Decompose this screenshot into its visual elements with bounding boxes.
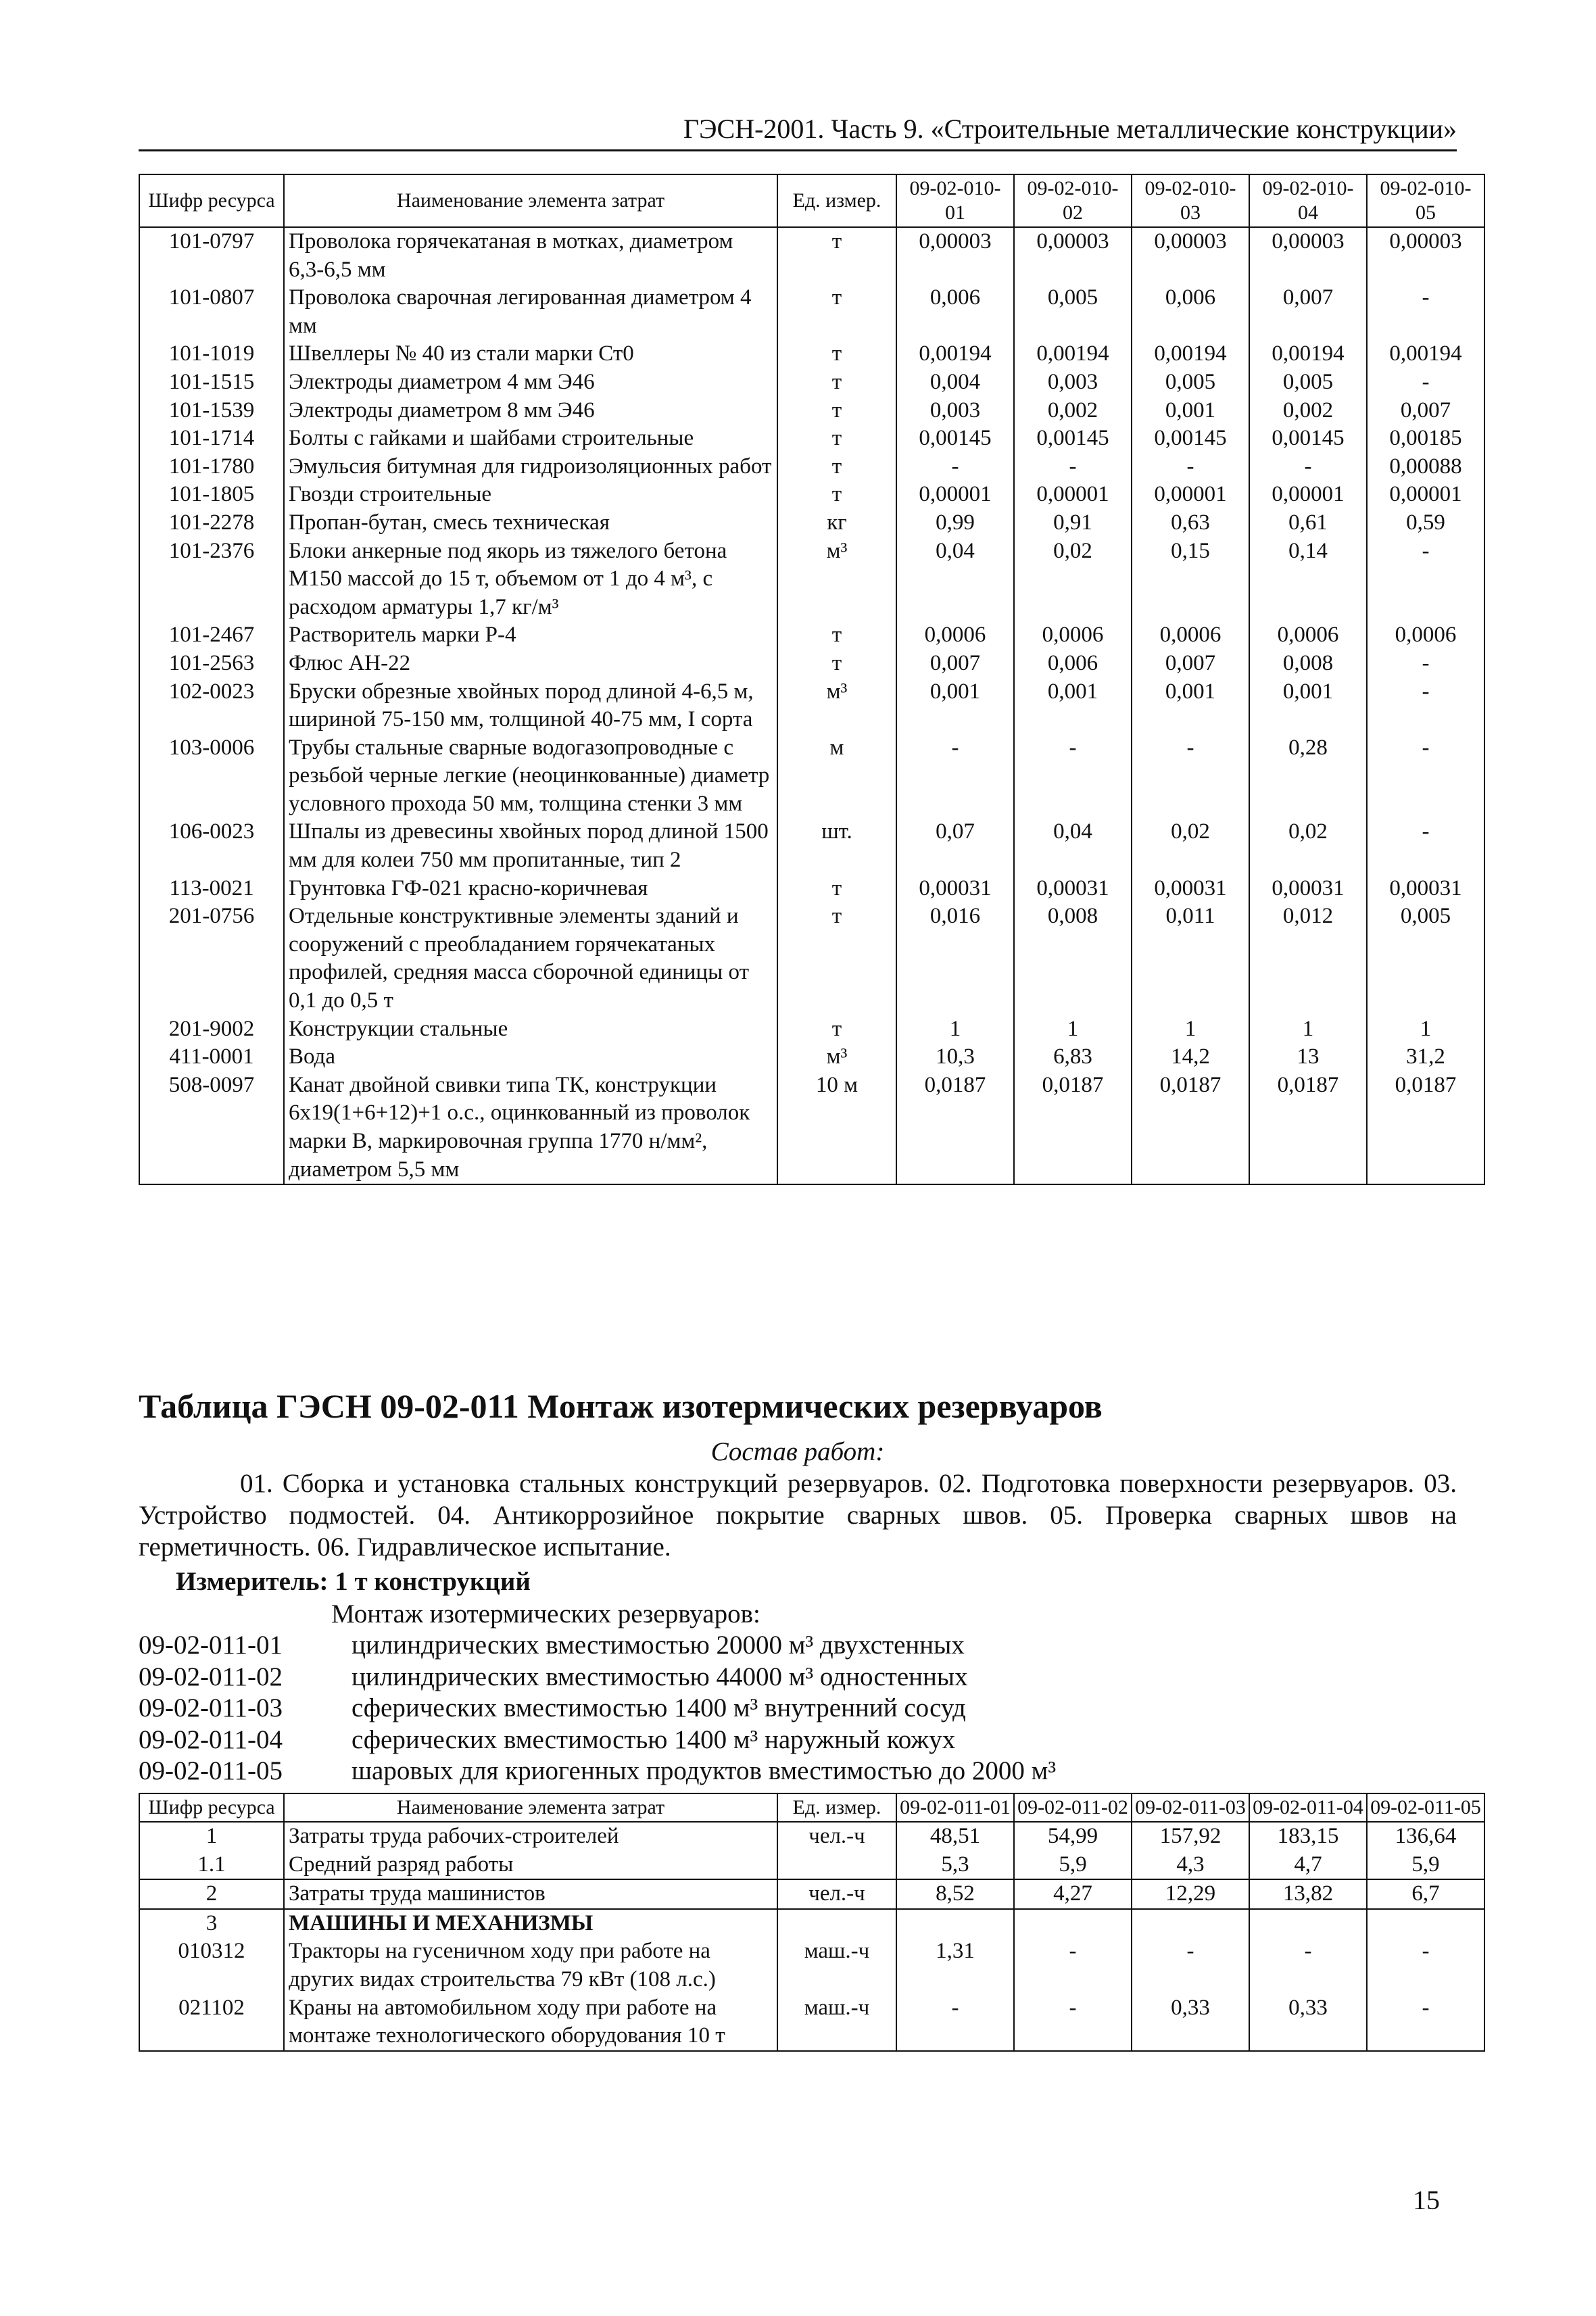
resource-code: 101-1539 — [139, 397, 284, 425]
resource-value: 0,00031 — [896, 875, 1014, 903]
resource-code: 021102 — [139, 1994, 284, 2051]
table-row — [139, 678, 1484, 734]
variant-code: 09-02-011-03 — [139, 1693, 283, 1722]
resource-name: Пропан-бутан, смесь техническая — [284, 509, 777, 537]
resource-value — [1367, 1909, 1484, 1938]
resource-code: 411-0001 — [139, 1043, 284, 1071]
resource-name: Тракторы на гусеничном ходу при работе на других видах строительства 79 кВт (108 л.с.) — [284, 1937, 777, 1994]
resource-value: 13 — [1249, 1043, 1367, 1071]
resource-value: 12,29 — [1132, 1879, 1249, 1909]
resource-code: 102-0023 — [139, 678, 284, 734]
resource-value: 0,14 — [1249, 537, 1367, 622]
resource-code: 101-1019 — [139, 340, 284, 368]
resource-value: 0,016 — [896, 902, 1014, 1015]
header-rule — [139, 149, 1457, 151]
resource-code: 508-0097 — [139, 1071, 284, 1184]
resource-unit — [777, 1909, 896, 1938]
resource-value: - — [1014, 734, 1132, 819]
table-row — [139, 481, 1484, 509]
resource-value: 0,001 — [1249, 678, 1367, 734]
variant-code: 09-02-011-04 — [139, 1724, 283, 1754]
resource-value: 0,0187 — [1132, 1071, 1249, 1184]
resource-value: 0,0006 — [1132, 621, 1249, 650]
resource-name: Проволока горячекатаная в мотках, диаметром 6,3-6,5 мм — [284, 227, 777, 284]
variant-row — [139, 1693, 1056, 1724]
resource-value: 1 — [1249, 1015, 1367, 1044]
resource-value: 0,007 — [896, 650, 1014, 678]
resource-value: - — [1367, 368, 1484, 397]
resource-name: Отдельные конструктивные элементы зданий и сооружений с преобладанием горячекатаных профилей, средняя масса сборочной единицы от 0,1 до 0,5 т — [284, 902, 777, 1015]
resource-unit: шт. — [777, 818, 896, 874]
resource-value: - — [1367, 818, 1484, 874]
resource-value — [1014, 1909, 1132, 1938]
variant-row — [139, 1630, 1056, 1662]
resource-value: 0,0006 — [1014, 621, 1132, 650]
resource-value: 0,00003 — [1249, 227, 1367, 284]
resource-value: 0,91 — [1014, 509, 1132, 537]
resource-value: 8,52 — [896, 1879, 1014, 1909]
resource-value: 0,001 — [1132, 397, 1249, 425]
resource-value: - — [1367, 1937, 1484, 1994]
measure-unit: Измеритель: 1 т конструкций — [176, 1567, 531, 1596]
resource-value: - — [1249, 453, 1367, 481]
resource-value: - — [1367, 537, 1484, 622]
table-header-row — [139, 174, 1484, 227]
resource-unit: м — [777, 734, 896, 819]
resource-value: 0,008 — [1014, 902, 1132, 1015]
variant-text: сферических вместимостью 1400 м³ внутренний сосуд — [352, 1693, 966, 1722]
resource-unit: м³ — [777, 1043, 896, 1071]
resource-value: - — [1014, 1937, 1132, 1994]
resource-value: 0,04 — [1014, 818, 1132, 874]
resource-value: 6,83 — [1014, 1043, 1132, 1071]
variant-row — [139, 1756, 1056, 1787]
resource-unit: т — [777, 621, 896, 650]
variant-text: цилиндрических вместимостью 44000 м³ одностенных — [352, 1662, 968, 1691]
resource-value: 0,00031 — [1132, 875, 1249, 903]
variants-heading: Монтаж изотермических резервуаров: — [331, 1599, 760, 1629]
resource-code: 101-0807 — [139, 284, 284, 340]
resource-value: 1 — [1367, 1015, 1484, 1044]
resource-value: 54,99 — [1014, 1822, 1132, 1851]
resource-unit: т — [777, 340, 896, 368]
column-header-variant: 09-02-011-04 — [1249, 1793, 1367, 1822]
resource-value: 0,15 — [1132, 537, 1249, 622]
table-row — [139, 818, 1484, 874]
column-header-variant: 09-02-011-03 — [1132, 1793, 1249, 1822]
resource-name: Блоки анкерные под якорь из тяжелого бетона М150 массой до 15 т, объемом от 1 до 4 м³, с расходом арматуры 1,7 кг/м³ — [284, 537, 777, 622]
resource-value: 0,007 — [1367, 397, 1484, 425]
column-header-variant: 09-02-010-02 — [1014, 174, 1132, 227]
resource-code: 2 — [139, 1879, 284, 1909]
resource-name: Растворитель марки Р-4 — [284, 621, 777, 650]
resource-value: 0,011 — [1132, 902, 1249, 1015]
resource-value: 0,00003 — [896, 227, 1014, 284]
resource-value: 0,007 — [1132, 650, 1249, 678]
resource-value: 0,59 — [1367, 509, 1484, 537]
table-row — [139, 1851, 1484, 1880]
table-row — [139, 902, 1484, 1015]
resource-unit: чел.-ч — [777, 1879, 896, 1909]
column-header-variant: 09-02-010-05 — [1367, 174, 1484, 227]
resource-name: Электроды диаметром 4 мм Э46 — [284, 368, 777, 397]
table-body — [139, 227, 1484, 1184]
resource-value: 0,02 — [1132, 818, 1249, 874]
resource-name: Конструкции стальные — [284, 1015, 777, 1044]
resource-value: 0,00003 — [1132, 227, 1249, 284]
table-row — [139, 875, 1484, 903]
column-header-variant: 09-02-011-05 — [1367, 1793, 1484, 1822]
resource-value: - — [1014, 1994, 1132, 2051]
resource-value: 0,005 — [1367, 902, 1484, 1015]
table-row — [139, 1937, 1484, 1994]
resource-value: 0,00031 — [1367, 875, 1484, 903]
resource-value: 0,00194 — [1367, 340, 1484, 368]
resource-table-011 — [139, 1793, 1485, 2052]
resource-value: 13,82 — [1249, 1879, 1367, 1909]
resource-code: 3 — [139, 1909, 284, 1938]
resource-unit: т — [777, 650, 896, 678]
resource-name: Электроды диаметром 8 мм Э46 — [284, 397, 777, 425]
column-header-unit: Ед. измер. — [777, 174, 896, 227]
column-header-name: Наименование элемента затрат — [284, 1793, 777, 1822]
table-row — [139, 284, 1484, 340]
resource-value: 0,04 — [896, 537, 1014, 622]
resource-name: Вода — [284, 1043, 777, 1071]
column-header-unit: Ед. измер. — [777, 1793, 896, 1822]
resource-value: 0,002 — [1249, 397, 1367, 425]
table-row — [139, 621, 1484, 650]
resource-code: 103-0006 — [139, 734, 284, 819]
resource-code: 010312 — [139, 1937, 284, 1994]
resource-value: 0,00194 — [896, 340, 1014, 368]
column-header-variant: 09-02-011-02 — [1014, 1793, 1132, 1822]
resource-unit: 10 м — [777, 1071, 896, 1184]
resource-value: 0,001 — [896, 678, 1014, 734]
resource-value: 0,0187 — [1014, 1071, 1132, 1184]
resource-unit: т — [777, 368, 896, 397]
resource-value: 0,0187 — [1249, 1071, 1367, 1184]
resource-value: 5,9 — [1367, 1851, 1484, 1880]
resource-code: 101-2376 — [139, 537, 284, 622]
resource-value: 0,012 — [1249, 902, 1367, 1015]
work-composition-text: 01. Сборка и установка стальных конструкций резервуаров. 02. Подготовка поверхности резервуаров. 03. Устройство подмостей. 04. Антикоррозийное покрытие сварных швов. 05. Проверка сварных швов на герметичность. 06. Гидравлическое испытание. — [139, 1469, 1457, 1562]
work-composition-title: Состав работ: — [710, 1437, 885, 1466]
resource-unit: т — [777, 481, 896, 509]
table-row — [139, 650, 1484, 678]
resource-unit: т — [777, 227, 896, 284]
resource-name: Краны на автомобильном ходу при работе на монтаже технологического оборудования 10 т — [284, 1994, 777, 2051]
page-number: 15 — [1413, 2185, 1440, 2215]
table-row — [139, 425, 1484, 453]
resource-value: 0,0187 — [896, 1071, 1014, 1184]
resource-value: 0,004 — [896, 368, 1014, 397]
resource-unit: т — [777, 397, 896, 425]
resource-name: МАШИНЫ И МЕХАНИЗМЫ — [284, 1909, 777, 1938]
resource-value: 0,63 — [1132, 509, 1249, 537]
resource-unit: маш.-ч — [777, 1994, 896, 2051]
resource-value: 4,7 — [1249, 1851, 1367, 1880]
variant-code: 09-02-011-05 — [139, 1756, 283, 1785]
resource-value: 0,003 — [1014, 368, 1132, 397]
variant-text: шаровых для криогенных продуктов вместимостью до 2000 м³ — [352, 1756, 1057, 1785]
table-row — [139, 537, 1484, 622]
resource-table-010 — [139, 174, 1485, 1185]
resource-name: Швеллеры № 40 из стали марки Ст0 — [284, 340, 777, 368]
resource-value: 0,00001 — [1132, 481, 1249, 509]
resource-code: 101-2467 — [139, 621, 284, 650]
resource-unit: т — [777, 425, 896, 453]
resource-value: - — [1132, 734, 1249, 819]
resource-name: Затраты труда рабочих-строителей — [284, 1822, 777, 1851]
table-row — [139, 1994, 1484, 2051]
resource-value: 0,00194 — [1249, 340, 1367, 368]
resource-value: 0,006 — [1132, 284, 1249, 340]
resource-code: 101-1515 — [139, 368, 284, 397]
resource-value: 0,00031 — [1014, 875, 1132, 903]
table-row — [139, 509, 1484, 537]
table-row — [139, 368, 1484, 397]
resource-unit: т — [777, 902, 896, 1015]
resource-value: 0,33 — [1132, 1994, 1249, 2051]
resource-name: Бруски обрезные хвойных пород длиной 4-6,5 м, шириной 75-150 мм, толщиной 40-75 мм, I сорта — [284, 678, 777, 734]
resource-name: Гвозди строительные — [284, 481, 777, 509]
resource-value: 183,15 — [1249, 1822, 1367, 1851]
resource-code: 1 — [139, 1822, 284, 1851]
column-header-variant: 09-02-010-03 — [1132, 174, 1249, 227]
resource-unit — [777, 1851, 896, 1880]
resource-name: Флюс АН-22 — [284, 650, 777, 678]
variant-row — [139, 1662, 1056, 1693]
resource-value: 0,00145 — [1132, 425, 1249, 453]
resource-value: 0,00194 — [1132, 340, 1249, 368]
section-title: Таблица ГЭСН 09-02-011 Монтаж изотермических резервуаров — [139, 1387, 1103, 1425]
resource-value: 157,92 — [1132, 1822, 1249, 1851]
resource-value: 0,00001 — [1367, 481, 1484, 509]
resource-code: 101-2278 — [139, 509, 284, 537]
variant-row — [139, 1724, 1056, 1756]
resource-code: 101-1714 — [139, 425, 284, 453]
resource-value: 10,3 — [896, 1043, 1014, 1071]
resource-value: 0,00145 — [1249, 425, 1367, 453]
resource-value: 1 — [1014, 1015, 1132, 1044]
resource-code: 201-0756 — [139, 902, 284, 1015]
resource-value: 0,33 — [1249, 1994, 1367, 2051]
resource-value: - — [1367, 678, 1484, 734]
column-header-variant: 09-02-010-01 — [896, 174, 1014, 227]
resource-value: 0,0187 — [1367, 1071, 1484, 1184]
resource-value: 1 — [1132, 1015, 1249, 1044]
resource-value: 0,0006 — [896, 621, 1014, 650]
variant-text: цилиндрических вместимостью 20000 м³ двухстенных — [352, 1631, 965, 1660]
running-header: ГЭСН-2001. Часть 9. «Строительные металлические конструкции» — [683, 114, 1457, 144]
resource-value: 0,007 — [1249, 284, 1367, 340]
resource-name: Шпалы из древесины хвойных пород длиной 1500 мм для колеи 750 мм пропитанные, тип 2 — [284, 818, 777, 874]
resource-value: 0,002 — [1014, 397, 1132, 425]
resource-code: 1.1 — [139, 1851, 284, 1880]
resource-code: 201-9002 — [139, 1015, 284, 1044]
table-row — [139, 1071, 1484, 1184]
table-row — [139, 1909, 1484, 1938]
resource-unit: т — [777, 453, 896, 481]
resource-value: 0,005 — [1014, 284, 1132, 340]
resource-code: 101-0797 — [139, 227, 284, 284]
resource-value: 0,00003 — [1014, 227, 1132, 284]
resource-value: 0,00001 — [1014, 481, 1132, 509]
resource-value — [1132, 1909, 1249, 1938]
resource-value: 1,31 — [896, 1937, 1014, 1994]
resource-value: 31,2 — [1367, 1043, 1484, 1071]
variant-code: 09-02-011-02 — [139, 1662, 283, 1691]
column-header-code: Шифр ресурса — [139, 1793, 284, 1822]
resource-name: Затраты труда машинистов — [284, 1879, 777, 1909]
variant-code: 09-02-011-01 — [139, 1631, 283, 1660]
resource-value — [896, 1909, 1014, 1938]
resource-unit: т — [777, 875, 896, 903]
resource-value: - — [1249, 1937, 1367, 1994]
resource-value: - — [896, 1994, 1014, 2051]
resource-value: 0,61 — [1249, 509, 1367, 537]
resource-value: 0,0006 — [1249, 621, 1367, 650]
resource-value: - — [1014, 453, 1132, 481]
resource-value: 0,02 — [1249, 818, 1367, 874]
resource-value: 0,001 — [1132, 678, 1249, 734]
resource-value: 0,00145 — [896, 425, 1014, 453]
resource-value: 1 — [896, 1015, 1014, 1044]
table-row — [139, 734, 1484, 819]
resource-name: Болты с гайками и шайбами строительные — [284, 425, 777, 453]
resource-value: - — [1132, 453, 1249, 481]
resource-value: 0,005 — [1249, 368, 1367, 397]
resource-value: - — [896, 734, 1014, 819]
resource-name: Трубы стальные сварные водогазопроводные с резьбой черные легкие (неоцинкованные) диаметр условного прохода 50 мм, толщина стенки 3 мм — [284, 734, 777, 819]
resource-name: Проволока сварочная легированная диаметром 4 мм — [284, 284, 777, 340]
resource-value: 0,0006 — [1367, 621, 1484, 650]
resource-value: 0,00185 — [1367, 425, 1484, 453]
resource-unit: маш.-ч — [777, 1937, 896, 1994]
resource-value: 4,27 — [1014, 1879, 1132, 1909]
resource-unit: м³ — [777, 537, 896, 622]
resource-name: Эмульсия битумная для гидроизоляционных работ — [284, 453, 777, 481]
resource-code: 101-1780 — [139, 453, 284, 481]
resource-value: 136,64 — [1367, 1822, 1484, 1851]
resource-value: 0,02 — [1014, 537, 1132, 622]
column-header-variant: 09-02-010-04 — [1249, 174, 1367, 227]
resource-value: - — [1367, 650, 1484, 678]
resource-value: 0,005 — [1132, 368, 1249, 397]
column-header-name: Наименование элемента затрат — [284, 174, 777, 227]
table-row — [139, 227, 1484, 284]
resource-value: - — [1367, 1994, 1484, 2051]
resource-unit: кг — [777, 509, 896, 537]
column-header-code: Шифр ресурса — [139, 174, 284, 227]
resource-value: 0,28 — [1249, 734, 1367, 819]
resource-value: - — [1132, 1937, 1249, 1994]
resource-value: 48,51 — [896, 1822, 1014, 1851]
resource-code: 113-0021 — [139, 875, 284, 903]
table-header-row — [139, 1793, 1484, 1822]
resource-value: 0,99 — [896, 509, 1014, 537]
resource-unit: т — [777, 284, 896, 340]
resource-value: 0,00003 — [1367, 227, 1484, 284]
resource-value: 5,9 — [1014, 1851, 1132, 1880]
resource-value: 5,3 — [896, 1851, 1014, 1880]
resource-value: 0,00031 — [1249, 875, 1367, 903]
resource-value: 0,00001 — [1249, 481, 1367, 509]
table-body — [139, 1822, 1484, 2051]
resource-unit: т — [777, 1015, 896, 1044]
variant-text: сферических вместимостью 1400 м³ наружный кожух — [352, 1724, 956, 1754]
resource-value: - — [1367, 734, 1484, 819]
table-row — [139, 340, 1484, 368]
resource-value: 4,3 — [1132, 1851, 1249, 1880]
resource-value: - — [1367, 284, 1484, 340]
resource-unit: м³ — [777, 678, 896, 734]
table-row — [139, 1043, 1484, 1071]
resource-value: 0,008 — [1249, 650, 1367, 678]
resource-value: 0,07 — [896, 818, 1014, 874]
table-row — [139, 1879, 1484, 1909]
resource-code: 101-1805 — [139, 481, 284, 509]
resource-name: Грунтовка ГФ-021 красно-коричневая — [284, 875, 777, 903]
resource-value: 0,003 — [896, 397, 1014, 425]
resource-code: 106-0023 — [139, 818, 284, 874]
resource-value: 0,001 — [1014, 678, 1132, 734]
resource-code: 101-2563 — [139, 650, 284, 678]
table-row — [139, 1822, 1484, 1851]
resource-value: 6,7 — [1367, 1879, 1484, 1909]
resource-name: Средний разряд работы — [284, 1851, 777, 1880]
resource-value: 0,00088 — [1367, 453, 1484, 481]
resource-value: 14,2 — [1132, 1043, 1249, 1071]
table-row — [139, 1015, 1484, 1044]
variants-list — [139, 1630, 1056, 1787]
resource-value: 0,00194 — [1014, 340, 1132, 368]
resource-value: 0,006 — [896, 284, 1014, 340]
column-header-variant: 09-02-011-01 — [896, 1793, 1014, 1822]
resource-name: Канат двойной свивки типа ТК, конструкции 6х19(1+6+12)+1 о.с., оцинкованный из проволок марки В, маркировочная группа 1770 н/мм², диаметром 5,5 мм — [284, 1071, 777, 1184]
table-row — [139, 453, 1484, 481]
resource-value: 0,00145 — [1014, 425, 1132, 453]
resource-value: 0,006 — [1014, 650, 1132, 678]
resource-value: - — [896, 453, 1014, 481]
table-row — [139, 397, 1484, 425]
resource-unit: чел.-ч — [777, 1822, 896, 1851]
resource-value — [1249, 1909, 1367, 1938]
resource-value: 0,00001 — [896, 481, 1014, 509]
